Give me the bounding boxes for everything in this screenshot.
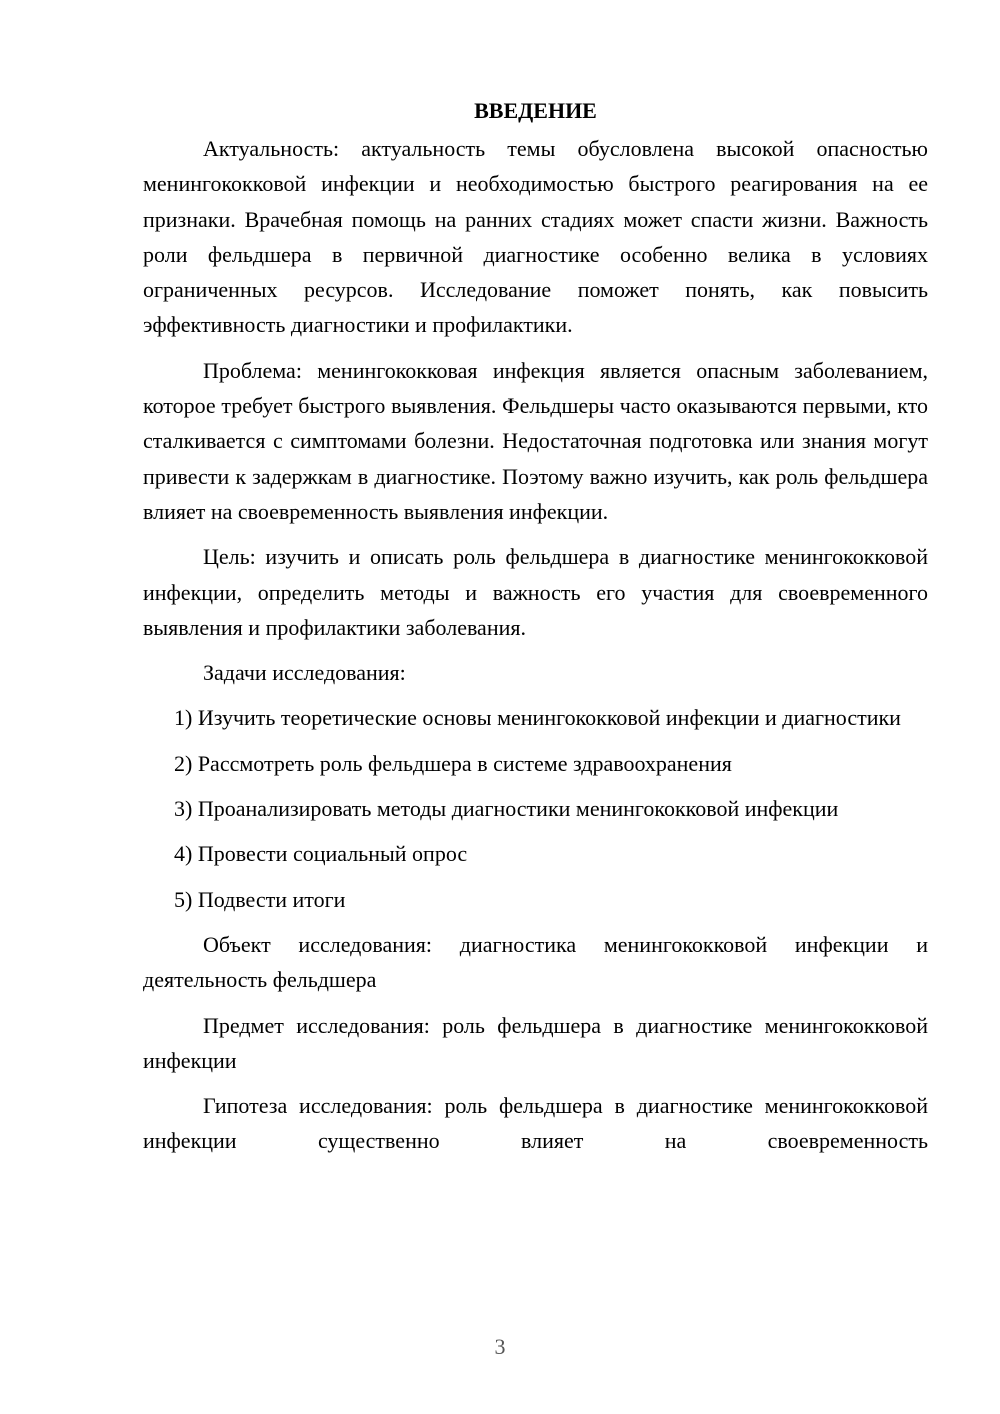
task-item-5: 5) Подвести итоги <box>174 886 346 912</box>
goal-paragraph: Цель: изучить и описать роль фельдшера в диагностике менингококковой инфекции, определить методы и важность его участия для своевременного выявления и профилактики заболевания. <box>143 544 928 640</box>
relevance-paragraph: Актуальность: актуальность темы обусловлена высокой опасностью менингококковой инфекции и необходимостью быстрого реагирования на ее признаки. Врачебная помощь на ранних стадиях может спасти жизни. Важность роли фельдшера в первичной диагностике особенно велика в условиях ограниченных ресурсов. Исследование поможет понять, как повысить эффективность диагностики и профилактики. <box>143 136 928 338</box>
page-number: 3 <box>494 1334 506 1359</box>
problem-paragraph: Проблема: менингококковая инфекция является опасным заболеванием, которое требует быстрого выявления. Фельдшеры часто оказываются первыми, кто сталкивается с симптомами болезни. Недостаточная подготовка или знания могут привести к задержкам в диагностике. Поэтому важно изучить, как роль фельдшера влияет на своевременность выявления инфекции. <box>143 357 928 524</box>
task-item-2: 2) Рассмотреть роль фельдшера в системе здравоохранения <box>174 750 732 776</box>
task-item-3: 3) Проанализировать методы диагностики менингококковой инфекции <box>174 796 839 822</box>
section-heading: ВВЕДЕНИЕ <box>474 98 597 123</box>
tasks-title: Задачи исследования: <box>203 660 406 686</box>
object-paragraph: Объект исследования: диагностика менингококковой инфекции и деятельность фельдшера <box>143 931 928 993</box>
subject-paragraph: Предмет исследования: роль фельдшера в диагностике менингококковой инфекции <box>143 1012 928 1073</box>
hypothesis-paragraph: Гипотеза исследования: роль фельдшера в диагностике менингококковой инфекции существенно влияет на своевременность <box>143 1093 928 1154</box>
document-page <box>143 96 928 1169</box>
task-item-1: 1) Изучить теоретические основы менингококковой инфекции и диагностики <box>174 705 901 731</box>
task-item-4: 4) Провести социальный опрос <box>174 841 468 867</box>
